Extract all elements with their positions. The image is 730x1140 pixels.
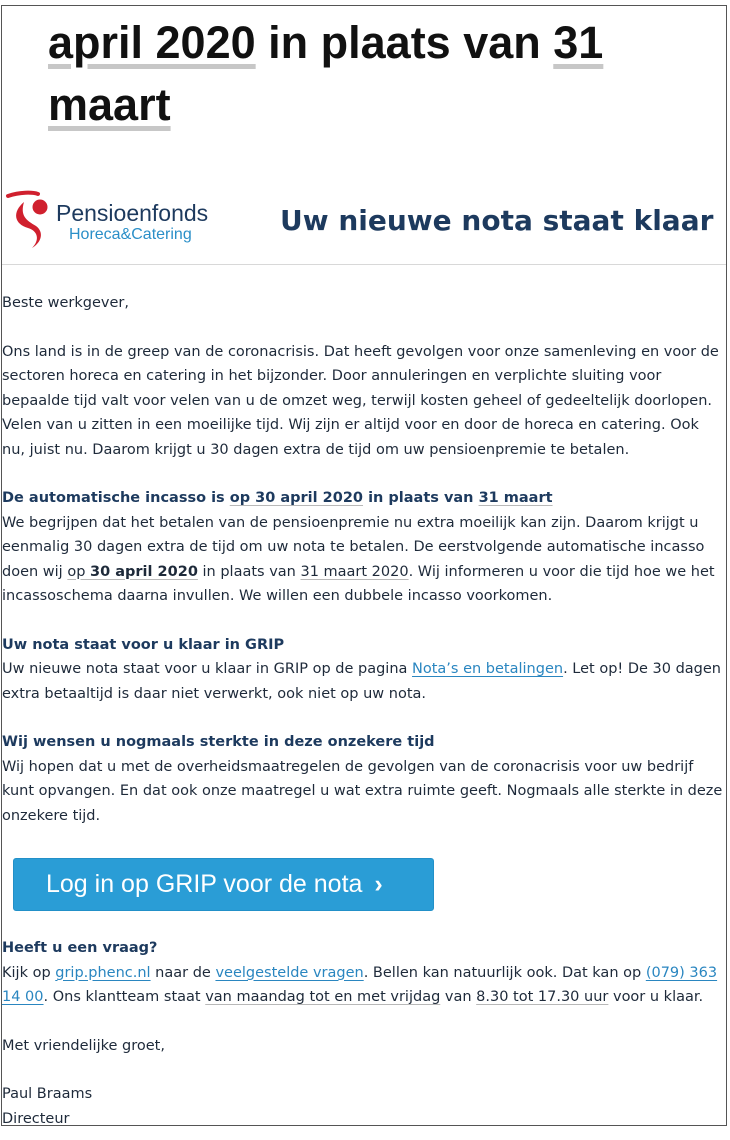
brand-subname: Horeca&Catering [69,226,192,243]
date-link[interactable]: op 30 april 2020 [67,563,198,580]
body-line: We begrijpen dat het betalen van de pensioenpremie nu extra moeilijk kan zijn. Daarom krijgt u [2,514,699,531]
section-heading-vraag: Heeft u een vraag? [2,940,158,956]
phone-link[interactable]: 14 00 [2,989,44,1005]
body-line: onzekere tijd. [2,807,101,824]
grip-login-label: Log in op GRIP voor de nota [46,870,363,898]
headline-date-link[interactable]: april 2020 [48,17,256,68]
brand-name: Pensioenfonds [56,200,209,226]
body-line: Wij hopen dat u met de overheidsmaatregelen de gevolgen van de coronacrisis voor uw bedrijf [2,758,694,775]
email-body [2,291,727,828]
section-heading-incasso: De automatische incasso is op 30 april 2020 in plaats van 31 maart [2,490,553,506]
headline-month-link[interactable]: maart [48,79,171,130]
intro-line: Ons land is in de greep van de coronacrisis. Dat heeft gevolgen voor onze samenleving en voor de [2,343,719,360]
body-line: incassoschema daarna invullen. We willen een dubbele incasso voorkomen. [2,588,553,604]
phone-link[interactable]: (079) 363 [645,964,718,981]
date-link[interactable]: 31 maart [478,490,553,506]
date-link[interactable]: 31 maart 2020 [300,563,409,580]
body-line: eenmalig 30 dagen extra de tijd om uw nota te betalen. De eerstvolgende automatische incasso [2,539,705,555]
date-link[interactable]: op 30 april 2020 [229,490,364,506]
days-link[interactable]: van maandag tot en met vrijdag [205,989,441,1005]
section-heading-sterkte: Wij wensen u nogmaals sterkte in deze onzekere tijd [2,734,435,750]
headline-day-link[interactable]: 31 [553,17,604,68]
hours-link[interactable]: 8.30 tot 17.30 uur [476,989,609,1005]
body-line: doen wij op 30 april 2020 in plaats van 31 maart 2020. Wij informeren u voor die tijd hoe we het [2,563,715,580]
body-line: extra betaaltijd is daar niet verwerkt, ook niet op uw nota. [2,685,426,702]
banner-title: Uw nieuwe nota staat klaar [280,204,714,237]
body-line: kunt opvangen. En dat ook onze maatregel u wat extra ruimte geeft. Nogmaals alle sterkte in deze [2,783,723,799]
signature-name: Paul Braams [2,1086,93,1102]
email-banner [2,186,727,265]
body-line: Uw nieuwe nota staat voor u klaar in GRIP op de pagina Nota’s en betalingen. Let op! De 30 dagen [2,661,721,677]
faq-link[interactable]: veelgestelde vragen [215,964,364,981]
chevron-right-icon: › [374,870,383,898]
pensioenfonds-logo-icon [2,190,62,252]
article-headline [48,12,718,136]
greeting: Beste werkgever, [2,295,129,311]
intro-line: nu, juist nu. Daarom krijgt u 30 dagen extra de tijd om uw pensioenpremie te betalen. [2,441,630,458]
email-footer [2,936,727,1126]
closing: Met vriendelijke groet, [2,1037,165,1054]
email-frame [1,5,727,1126]
grip-site-link[interactable]: grip.phenc.nl [55,964,151,981]
grip-login-button[interactable] [13,858,434,911]
intro-line: sectoren horeca en catering in het bijzonder. Door annuleringen en verplichte sluiting voor [2,368,662,384]
nota-betalingen-link[interactable]: Nota’s en betalingen [412,661,564,677]
headline-text: in plaats van [255,17,554,68]
section-heading-grip: Uw nota staat voor u klaar in GRIP [2,636,285,653]
signature-title: Directeur [2,1110,70,1126]
body-line: 14 00. Ons klantteam staat van maandag tot en met vrijdag van 8.30 tot 17.30 uur voor u klaar. [2,989,704,1005]
body-line: Kijk op grip.phenc.nl naar de veelgestelde vragen. Bellen kan natuurlijk ook. Dat kan op (079) 363 [2,964,718,981]
intro-line: Velen van u zitten in een moeilijke tijd. Wij zijn er altijd voor en door de horeca en catering. Ook [2,417,699,433]
intro-line: bepaalde tijd valt voor velen van u de omzet weg, terwijl kosten geheel of gedeeltelijk doorlopen. [2,392,713,409]
